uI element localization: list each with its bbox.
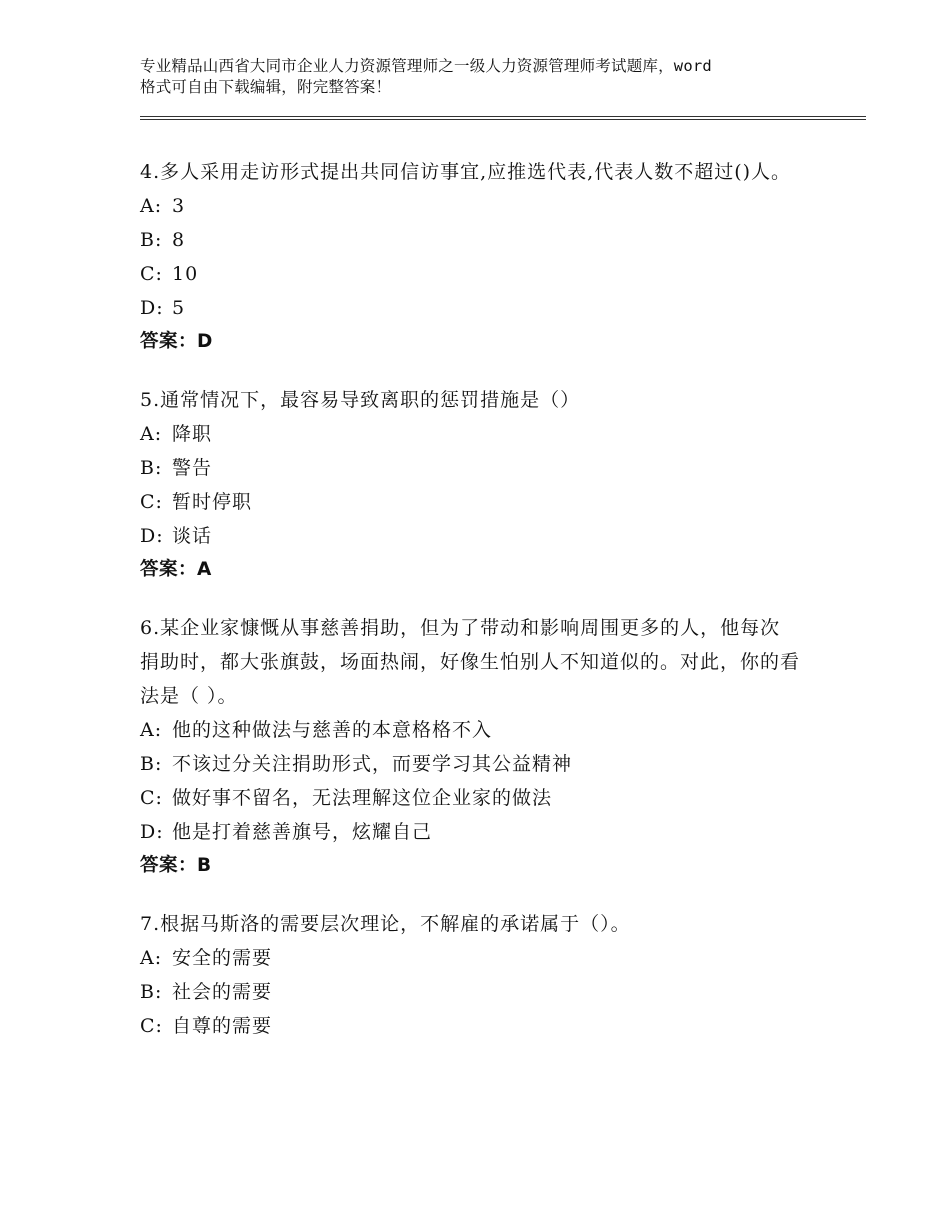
option-key: D: bbox=[140, 297, 164, 319]
document-page bbox=[140, 56, 866, 1067]
option-d bbox=[140, 291, 866, 325]
option-text: 他是打着慈善旗号，炫耀自己 bbox=[172, 821, 433, 843]
option-b bbox=[140, 975, 866, 1009]
option-b bbox=[140, 451, 866, 485]
question-4 bbox=[140, 155, 866, 359]
document-header bbox=[140, 56, 866, 98]
option-key: A: bbox=[140, 423, 163, 445]
question-6 bbox=[140, 611, 866, 883]
header-divider bbox=[140, 116, 866, 120]
question-text: 6.某企业家慷慨从事慈善捐助，但为了带动和影响周围更多的人，他每次捐助时，都大张旗鼓，场面热闹，好像生怕别人不知道似的。对此，你的看法是（ ）。 bbox=[140, 617, 801, 707]
option-key: C: bbox=[140, 787, 163, 809]
header-title-line-1: 专业精品山西省大同市企业人力资源管理师之一级人力资源管理师考试题库，word bbox=[140, 57, 712, 75]
option-key: D: bbox=[140, 525, 164, 547]
option-key: C: bbox=[140, 263, 163, 285]
answer-label: 答案： bbox=[140, 331, 198, 352]
option-key: A: bbox=[140, 947, 163, 969]
option-key: A: bbox=[140, 195, 163, 217]
option-text: 安全的需要 bbox=[172, 947, 273, 969]
option-key: B: bbox=[140, 753, 163, 775]
option-key: B: bbox=[140, 981, 163, 1003]
answer-line bbox=[140, 849, 866, 883]
option-text: 5 bbox=[172, 297, 186, 319]
option-key: A: bbox=[140, 719, 163, 741]
option-key: B: bbox=[140, 457, 163, 479]
answer-line bbox=[140, 325, 866, 359]
question-text: 5.通常情况下，最容易导致离职的惩罚措施是（） bbox=[140, 389, 581, 411]
question-list bbox=[140, 155, 866, 1043]
option-c bbox=[140, 257, 866, 291]
answer-value: D bbox=[197, 331, 213, 352]
option-c bbox=[140, 781, 866, 815]
option-text: 3 bbox=[172, 195, 186, 217]
question-text: 4.多人采用走访形式提出共同信访事宜,应推选代表,代表人数不超过()人。 bbox=[140, 161, 792, 183]
option-text: 降职 bbox=[172, 423, 213, 445]
option-text: 暂时停职 bbox=[172, 491, 253, 513]
option-a bbox=[140, 189, 866, 223]
option-text: 做好事不留名，无法理解这位企业家的做法 bbox=[172, 787, 553, 809]
answer-value: B bbox=[197, 855, 212, 876]
question-5 bbox=[140, 383, 866, 587]
option-text: 他的这种做法与慈善的本意格格不入 bbox=[172, 719, 493, 741]
option-d bbox=[140, 519, 866, 553]
answer-label: 答案： bbox=[140, 559, 198, 580]
option-c bbox=[140, 1009, 866, 1043]
option-text: 自尊的需要 bbox=[172, 1015, 273, 1037]
answer-value: A bbox=[197, 559, 212, 580]
option-key: D: bbox=[140, 821, 164, 843]
option-b bbox=[140, 223, 866, 257]
answer-line bbox=[140, 553, 866, 587]
question-7 bbox=[140, 907, 866, 1043]
option-key: C: bbox=[140, 491, 163, 513]
option-a bbox=[140, 941, 866, 975]
option-a bbox=[140, 417, 866, 451]
option-key: C: bbox=[140, 1015, 163, 1037]
option-text: 10 bbox=[172, 263, 199, 285]
option-text: 警告 bbox=[172, 457, 213, 479]
option-text: 不该过分关注捐助形式，而要学习其公益精神 bbox=[172, 753, 573, 775]
option-a bbox=[140, 713, 866, 747]
option-b bbox=[140, 747, 866, 781]
option-d bbox=[140, 815, 866, 849]
option-text: 社会的需要 bbox=[172, 981, 273, 1003]
option-key: B: bbox=[140, 229, 163, 251]
header-title-line-2: 格式可自由下载编辑，附完整答案！ bbox=[140, 78, 392, 96]
option-text: 谈话 bbox=[172, 525, 213, 547]
option-c bbox=[140, 485, 866, 519]
answer-label: 答案： bbox=[140, 855, 198, 876]
question-text: 7.根据马斯洛的需要层次理论，不解雇的承诺属于（）。 bbox=[140, 913, 631, 935]
option-text: 8 bbox=[172, 229, 186, 251]
